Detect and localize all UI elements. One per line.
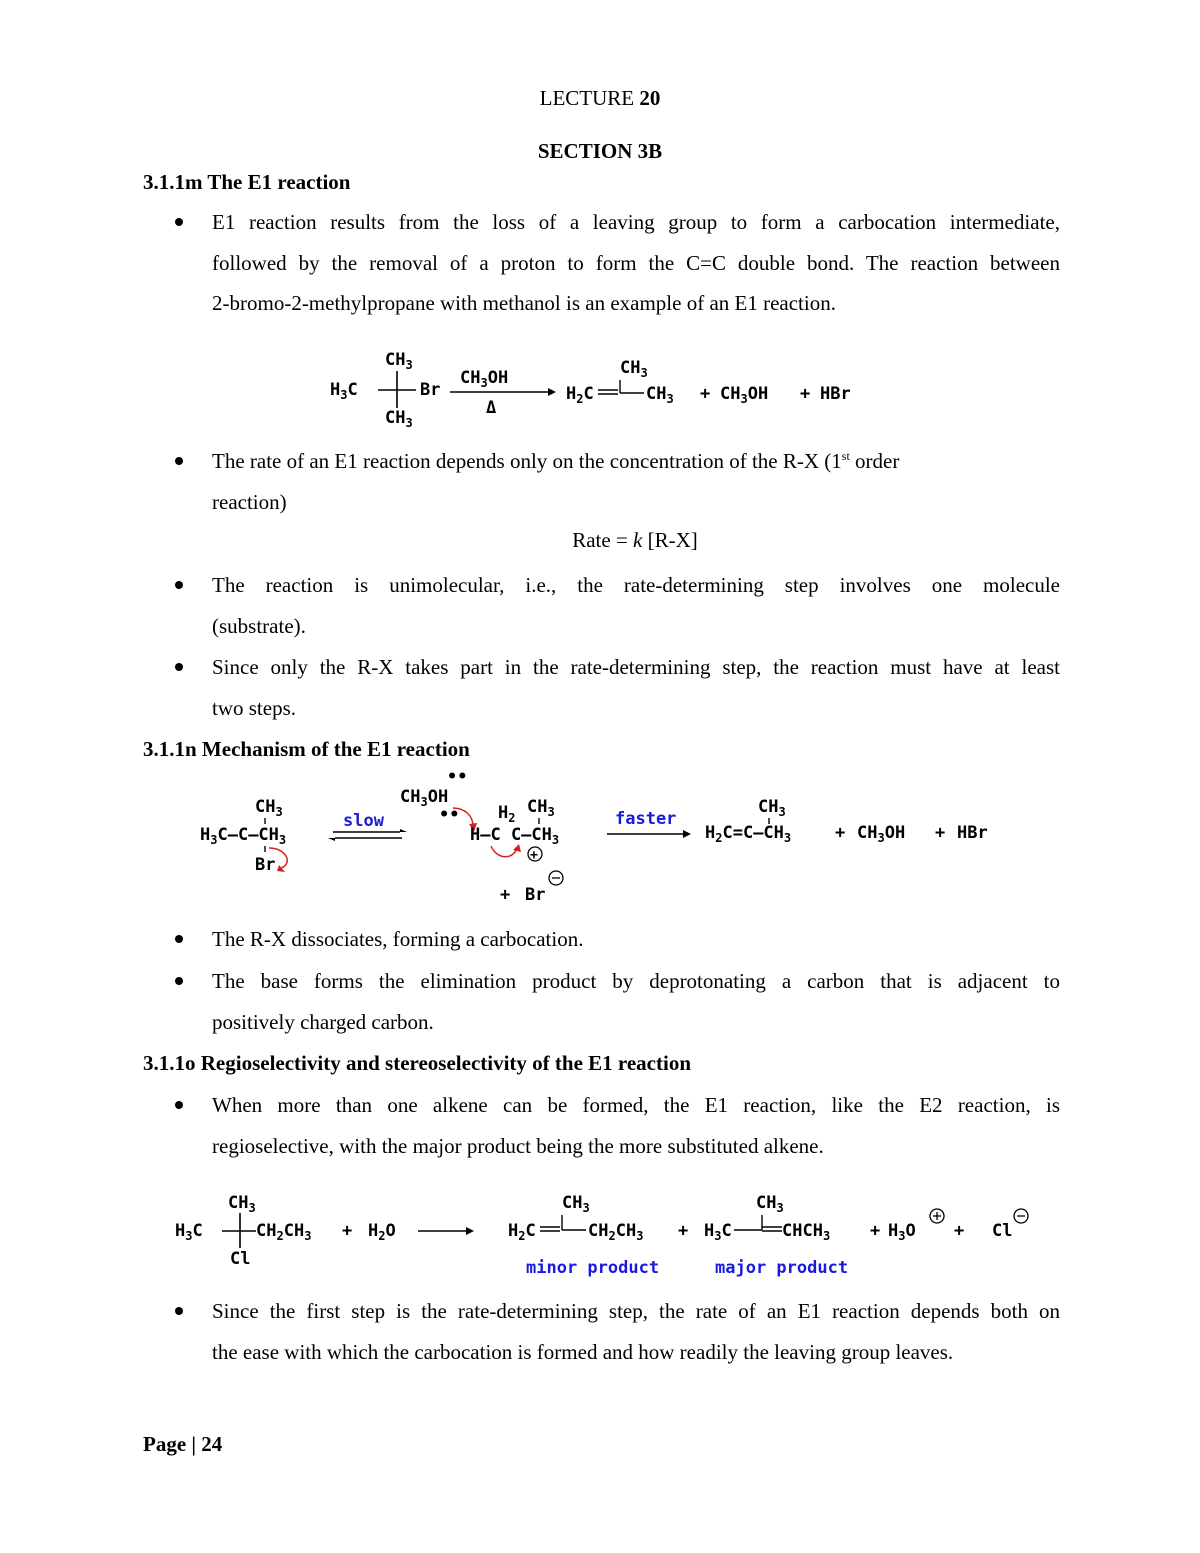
bullet-deprotonation (175, 961, 1060, 1042)
sm-ch3: $CH_3$ (228, 1193, 256, 1215)
prod-chain: $H_2C=C-CH_3$ (705, 823, 792, 845)
text-line: two steps. (212, 695, 296, 720)
lecture-prefix: LECTURE (539, 86, 640, 110)
plus-sign: + (835, 823, 846, 843)
bullet-rate-law (175, 441, 1060, 522)
text-line: (substrate). (212, 613, 306, 638)
plus-sign: + (870, 1221, 881, 1241)
bullet-dot (175, 977, 183, 985)
sm-ch3-top: $CH_3$ (385, 350, 413, 372)
plus-sign: + (935, 823, 946, 843)
bullet-regioselective (175, 1085, 1060, 1166)
p1-left: $H_2C$ (508, 1221, 536, 1243)
p2-ch3: $CH_3$ (756, 1193, 784, 1215)
p2-left: $H_3C$ (704, 1221, 732, 1243)
hbr: HBr (957, 823, 988, 843)
label-major-product: major product (715, 1258, 849, 1278)
bullet-unimolecular (175, 565, 1060, 646)
text-line: 2-bromo-2-methylpropane with methanol is an example of an E1 reaction. (212, 291, 836, 315)
bullet-dot (175, 663, 183, 671)
hydronium: $H_3O$ (888, 1221, 916, 1243)
plus-sign: + (954, 1221, 965, 1241)
p1-ch3: $CH_3$ (562, 1193, 590, 1215)
bullet-dot (175, 1101, 183, 1109)
sm-ch3: $CH_3$ (255, 797, 283, 819)
sm-right: $CH_2CH_3$ (256, 1221, 312, 1243)
condition-heat: Δ (486, 398, 497, 418)
label-minor-product: minor product (526, 1258, 660, 1278)
sm-h3c: $H_3C$ (330, 380, 358, 402)
base-methanol: $CH_3OH$ (400, 787, 449, 809)
heading-mechanism: 3.1.1n Mechanism of the E1 reaction (143, 737, 470, 761)
plus-sign: + (800, 384, 811, 404)
text-line: followed by the removal of a proton to form the C=C double bond. The reaction between (212, 250, 1060, 275)
bullet-dot (175, 218, 183, 226)
text-line: Since the first step is the rate-determining step, the rate of an E1 reaction depends both on (212, 1299, 1060, 1323)
plus-charge: + (530, 848, 538, 863)
lecture-title (0, 86, 1200, 111)
bullet-dissociation (175, 919, 1060, 960)
text-line: E1 reaction results from the loss of a leaving group to form a carbocation intermediate, (212, 210, 1060, 234)
int-chain: H–C $C-CH_3$ (470, 825, 560, 847)
text-line: Since only the R-X takes part in the rate-determining step, the reaction must have at least (212, 655, 1060, 679)
bullet-dot (175, 1307, 183, 1315)
int-ch3: $CH_3$ (527, 797, 555, 819)
plus-sign: + (700, 384, 711, 404)
heading-regioselectivity: 3.1.1o Regioselectivity and stereoselectivity of the E1 reaction (143, 1051, 692, 1075)
prod-ch3-right: $CH_3$ (646, 384, 674, 406)
bullet-e1-definition (175, 202, 1060, 324)
text-line: The rate of an E1 reaction depends only on the concentration of the R-X (1st order (212, 449, 900, 473)
sm-chain: $H_3C-C-CH_3$ (200, 825, 287, 847)
rate-equation: Rate = k [R-X] (572, 528, 698, 552)
sm-h3c: $H_3C$ (175, 1221, 203, 1243)
label-faster: faster (615, 809, 677, 829)
sm-ch3-bottom: $CH_3$ (385, 408, 413, 430)
scheme-e1-overall (320, 345, 880, 430)
bullet-rate-determining (175, 1291, 1060, 1372)
methanol: $CH_3OH$ (857, 823, 906, 845)
text-line: reaction) (212, 489, 287, 514)
scheme-regioselectivity (170, 1188, 1040, 1283)
lone-pair: •• (439, 805, 460, 825)
chloride: Cl (992, 1221, 1013, 1241)
methanol: $CH_3OH$ (720, 384, 769, 406)
bromide: Br (525, 885, 546, 905)
p1-right: $CH_2CH_3$ (588, 1221, 644, 1243)
section-title: SECTION 3B (537, 139, 663, 163)
text-line: positively charged carbon. (212, 1009, 434, 1034)
sm-br: Br (420, 380, 441, 400)
text-line: the ease with which the carbocation is formed and how readily the leaving group leaves. (212, 1339, 954, 1364)
bullet-dot (175, 457, 183, 465)
label-slow: slow (343, 811, 384, 831)
lone-pair: •• (447, 768, 468, 787)
heading-e1-reaction: 3.1.1m The E1 reaction (143, 170, 351, 194)
bullet-dot (175, 581, 183, 589)
text-line: The R-X dissociates, forming a carbocation. (212, 927, 584, 951)
reagent-methanol: $CH_3OH$ (460, 368, 509, 390)
water: $H_2O$ (368, 1221, 396, 1243)
plus-sign: + (342, 1221, 353, 1241)
prod-ch3: $CH_3$ (620, 358, 648, 380)
prod-ch3: $CH_3$ (758, 797, 786, 819)
plus-sign: + (678, 1221, 689, 1241)
int-h2: $H_2$ (498, 803, 516, 825)
sm-br: Br (255, 855, 276, 875)
prod-h2c: $H_2C$ (566, 384, 594, 406)
hbr: HBr (820, 384, 851, 404)
sm-cl: Cl (230, 1249, 251, 1269)
p2-right: $CHCH_3$ (782, 1221, 831, 1243)
text-line: regioselective, with the major product being the more substituted alkene. (212, 1133, 824, 1158)
scheme-e1-mechanism (195, 768, 1015, 908)
text-line: The reaction is unimolecular, i.e., the rate-determining step involves one molecule (212, 573, 1060, 597)
page-number: Page | 24 (143, 1432, 223, 1456)
bullet-dot (175, 935, 183, 943)
text-line: When more than one alkene can be formed, the E1 reaction, like the E2 reaction, is (212, 1093, 1060, 1117)
lecture-number: 20 (639, 86, 661, 110)
bullet-two-steps (175, 647, 1060, 728)
text-line: The base forms the elimination product by deprotonating a carbon that is adjacent to (212, 969, 1060, 993)
plus-sign: + (500, 885, 511, 905)
